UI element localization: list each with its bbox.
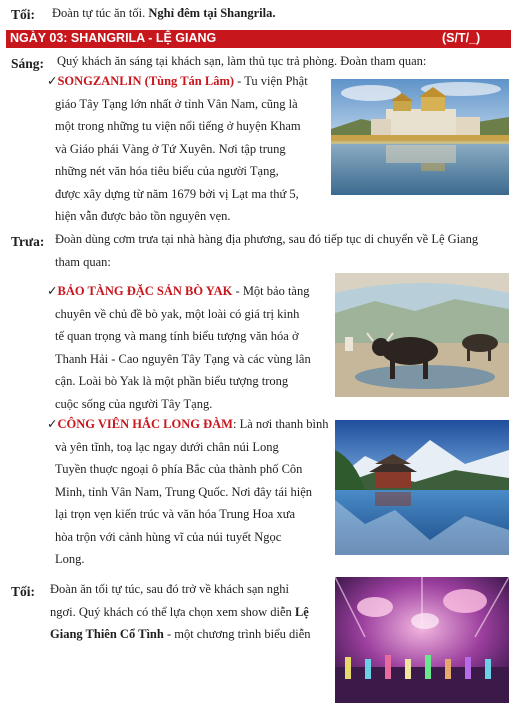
evening-line-3	[50, 623, 335, 646]
top-text-b: Nghỉ đêm tại Shangrila.	[148, 6, 276, 20]
checkmark-icon: ✓	[47, 417, 58, 431]
noon-line-0: Đoàn dùng cơm trưa tại nhà hàng địa phương, sau đó tiếp tục di chuyển về Lệ Giang	[55, 232, 479, 246]
park-line-0	[47, 413, 332, 436]
yak-museum-photo	[335, 273, 509, 397]
songzanlin-text: - Tu viện Phật	[234, 74, 308, 88]
yak-text: - Một bảo tàng	[232, 284, 310, 298]
noon-label: Trưa:	[11, 234, 45, 249]
park-block	[47, 413, 332, 571]
black-dragon-pool-photo	[335, 420, 509, 555]
yak-line: Thanh Hải - Cao nguyên Tây Tạng và các vùng lân	[55, 351, 311, 366]
park-line: hòa trộn với cảnh hùng vĩ của núi tuyết Ngọc	[55, 529, 282, 544]
evening-label: Tối:	[11, 584, 36, 599]
morning-label: Sáng:	[11, 56, 45, 71]
songzanlin-block	[47, 70, 332, 228]
songzanlin-line: giáo Tây Tạng lớn nhất ở tỉnh Vân Nam, cũng là	[55, 96, 298, 111]
morning-intro: Quý khách ăn sáng tại khách sạn, làm thủ tục trả phòng. Đoàn tham quan:	[57, 54, 427, 68]
park-line: lại trọn vẹn kiến trúc và văn hóa Trung Hoa xưa	[55, 507, 296, 521]
stage-show-photo	[335, 577, 509, 703]
yak-block	[47, 280, 332, 415]
yak-title: BẢO TÀNG ĐẶC SẢN BÒ YAK	[57, 284, 233, 298]
songzanlin-line: những nét văn hóa tiêu biểu của người Tạng,	[55, 164, 279, 178]
yak-line: cuộc sống của người Tây Tạng.	[55, 396, 213, 411]
songzanlin-line: một trong những tu viện nổi tiếng ở huyện Kham	[55, 119, 301, 133]
evening-line-2a: ngơi. Quý khách có thể lựa chọn xem show diễn	[50, 604, 295, 619]
top-text-a: Đoàn tự túc ăn tối.	[52, 6, 149, 20]
yak-line: tế quan trọng và mang tính biểu tượng văn hóa ở	[55, 329, 299, 343]
day-title: NGÀY 03: SHANGRILA - LỆ GIANG	[10, 31, 217, 45]
evening-line-1: Đoàn ăn tối tự túc, sau đó trở về khách sạn nghỉ	[50, 582, 290, 596]
yak-line: cận. Loài bò Yak là một phần biểu tượng trong	[55, 374, 289, 388]
songzanlin-title: SONGZANLIN (Tùng Tán Lâm)	[57, 74, 235, 88]
top-text	[52, 2, 275, 25]
yak-line: chuyên về chủ đề bò yak, một loài có giá trị kinh	[55, 306, 300, 321]
noon-line-1: tham quan:	[55, 255, 111, 269]
songzanlin-line: được xây dựng từ năm 1679 bởi vị Lạt ma thứ 5,	[55, 186, 299, 201]
evening-label-top: Tối:	[11, 7, 36, 22]
yak-line-0	[47, 280, 332, 303]
day-meals: (S/T/_)	[442, 31, 481, 45]
checkmark-icon: ✓	[47, 284, 58, 298]
evening-line-2	[50, 601, 335, 624]
park-line: Tuyền thuợc ngoại ô phía Bắc của thành phố Côn	[55, 462, 303, 476]
park-text: : Là nơi thanh bình	[232, 417, 329, 431]
songzanlin-line: và Giáo phái Vàng ở Tứ Xuyên. Nơi tập trung	[55, 141, 286, 156]
day-header-band	[6, 30, 511, 48]
evening-line-3b: - một chương trình biểu diễn	[163, 627, 311, 641]
park-line: Minh, tỉnh Vân Nam, Trung Quốc. Nơi đây tái hiện	[55, 484, 313, 499]
evening-line-2b: Lệ	[294, 604, 309, 619]
show-name: Giang Thiên Cổ Tình	[50, 627, 164, 641]
monastery-lake-photo	[331, 79, 509, 195]
songzanlin-line-0	[47, 70, 332, 93]
park-line: Long.	[55, 552, 85, 566]
park-title: CÔNG VIÊN HẮC LONG ĐÀM	[57, 417, 233, 431]
songzanlin-line: hiện vẫn được bảo tồn nguyên vẹn.	[55, 209, 231, 223]
evening-block	[50, 578, 335, 646]
park-line: và yên tĩnh, toạ lạc ngay dưới chân núi Long	[55, 439, 279, 454]
checkmark-icon: ✓	[47, 74, 58, 88]
